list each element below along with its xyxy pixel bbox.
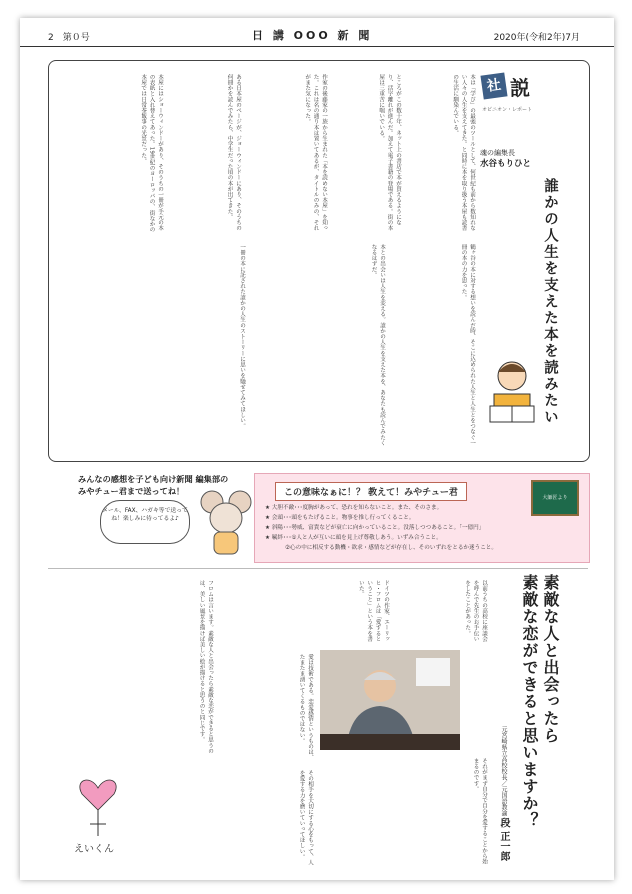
editorial-badge: 社 (480, 72, 507, 99)
editorial-para-1: 本は「学び」の最強のツールとして、何世紀も前から数知れない人々の人生を支えてきた。と同時に本を取り扱う本屋も読書の生活に馴染んでいる。 (452, 74, 475, 231)
author-role: 魂の編集長 (480, 149, 515, 157)
vocab-item-2: ★ 会頭･･･頭をもたげること。物事を推し行ってくること。 (265, 515, 415, 521)
section-divider (48, 568, 588, 569)
interview-title-line-2: 素敵な恋ができると思いますか？ (520, 574, 539, 829)
author-photo (320, 650, 460, 750)
vocab-item-5: ②心の中に相反する動機・欲求・感情などが存在し、そのいずれをとるか迷うこと。 (285, 545, 497, 551)
banner-line-1: みんなの感想を子ども向け新聞 編集部の (78, 474, 229, 484)
editorial-author (480, 148, 531, 170)
mascot-mouse-illustration (198, 488, 254, 560)
vocab-item-3: ★ 斜陽･･･勢威、富貴などが衰亡に向かっていること。没落しつつあること。「一億円」 (265, 525, 485, 531)
interview-author (496, 726, 511, 876)
interview-para-6: その相手を大切にする心をもって、人を愛する力を磨いていってほしい。 (298, 770, 313, 866)
interview-para-4: 愛は技術である。恋愛感情というものは、たまたま湧いてくるものではない。 (298, 654, 313, 761)
editorial-para-5: 本屋にはショーウィンドーがあり、そのうちの一冊が手元の本の表紙と入れ替えてあった。19世紀のヨーロッパの、街なかの本屋では日常茶飯事の光景だった。 (140, 74, 163, 233)
page-number: 2 第０号 (48, 33, 90, 43)
editorial-para-7: 本との出会いは人生を変える。誰かの人生を支えた本を、あなたも読んでみたくなるはずだ。 (370, 244, 385, 446)
editorial-para-4: ある日本屋のページが、ジョーウィンドーにあり、そのうちの何冊かを読んでみたら、中学生だった頃の本が出てきた。 (226, 74, 241, 231)
interview-title-line-1: 素敵な人と出会ったら (541, 574, 560, 744)
vocab-title: この意味なぁに！？ 教えて！みやチュー君 (275, 482, 467, 501)
issue-date: 2020年(令和2年)7月 (493, 33, 580, 43)
page-header (20, 18, 614, 47)
newspaper-page (20, 18, 614, 880)
interview-author-name: 段 正一郎 (498, 817, 509, 862)
author-name: 水谷もりひと (480, 159, 532, 169)
signature-text: えいくん (74, 844, 114, 855)
interview-para-3: フロムは言います。素敵な人と出会ったら素敵な恋ができると思うのは、美しい風景を描けば美しい絵が描けると思うのと同じです。 (198, 580, 213, 754)
editorial-para-6: 鶴ヶ谷の本に対する想いを読んだ時、そこに込められた人生と人生とをつなぐ一冊の本の力を思った。 (460, 244, 475, 446)
vocab-item-1: ★ 大胆不敵･･･度胸があって、恐れを知らないこと。また、そのさま。 (265, 505, 443, 511)
reading-boy-illustration (482, 354, 538, 436)
signature-illustration (68, 766, 138, 856)
vocabulary-box (254, 473, 590, 563)
interview-para-5: それがまず自分で自分を愛することから始まるのです。 (472, 758, 487, 865)
banner-line-2: みやチュー君まで送ってね！ (78, 486, 185, 496)
chalkboard-text: 大師匠より (542, 495, 568, 501)
editorial-para-3: 作家の後藤家の一族から生まれた「本を読めない本屋」を知った。これは名の通り本は置いてあるが、タイトルのみの、それがまた気になった。 (304, 74, 327, 231)
editorial-sublabel: オピニオン・レポート (482, 107, 533, 113)
editorial-heading (482, 68, 552, 148)
editorial-para-2: ところがこの数十年、ネット上の書店で本が買えるようになり、活字離れが進んだ。加えて電子書籍の登場である。街の本屋は三重苦に喘いでいる。 (378, 74, 401, 231)
speech-bubble: メール、FAX、ハガキ等で送ってね！楽しみに待ってるよ♪ (100, 500, 190, 544)
interview-para-2: ドイツの作家、エーリッヒ・フロムは「愛するということ」という本を書いた。 (357, 580, 389, 642)
editorial-title: 誰かの人生を支えた本を読みたい (542, 178, 558, 426)
editorial-label: 説 (510, 76, 530, 100)
interview-para-1: 以前うちの高校に座談会を呼んで先生のお手伝いをしたことがあった。 (464, 580, 487, 642)
interview-author-role: 元宮崎県立高校校長／元国語教諭 (500, 726, 507, 816)
vocab-item-4: ★ 羈絆･･･①人と人が互いに頭を見上げ尊敬しあう。いずみ合うこと。 (265, 535, 442, 541)
editorial-para-8: 一冊の本に託された誰かの人生のストーリーに思いを馳せてみてほしい。 (239, 244, 245, 429)
newspaper-title: 日 講 OOO 新 聞 (252, 29, 373, 42)
